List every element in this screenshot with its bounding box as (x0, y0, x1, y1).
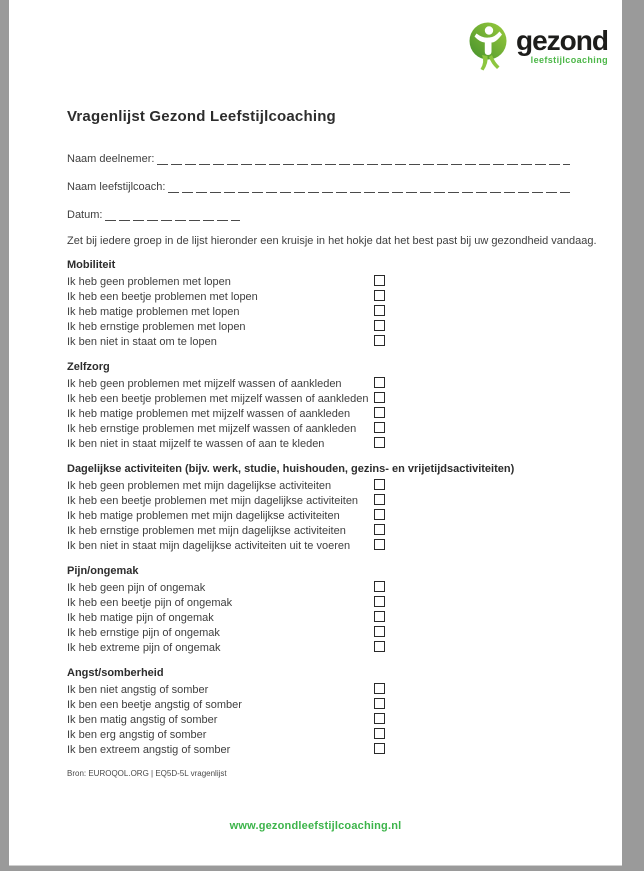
option-label: Ik heb matige problemen met mijzelf wassen of aankleden (67, 408, 351, 420)
logo-tagline-text: leefstijlcoaching (530, 55, 608, 65)
option-row (67, 696, 612, 711)
option-label: Ik ben niet angstig of somber (67, 684, 209, 696)
field-naam-deelnemer (67, 150, 570, 165)
checkbox[interactable] (374, 320, 385, 331)
field-label-naam-leefstijlcoach: Naam leefstijlcoach: (67, 181, 166, 193)
section-pijn-ongemak (67, 564, 612, 654)
checkbox[interactable] (374, 683, 385, 694)
option-label: Ik heb geen pijn of ongemak (67, 582, 206, 594)
option-label: Ik ben matig angstig of somber (67, 714, 218, 726)
option-label: Ik heb ernstige problemen met lopen (67, 321, 246, 333)
option-row (67, 420, 612, 435)
page-title: Vragenlijst Gezond Leefstijlcoaching (67, 108, 336, 125)
option-label: Ik heb matige pijn of ongemak (67, 612, 214, 624)
option-row (67, 624, 612, 639)
option-label: Ik heb ernstige problemen met mijn dagelijkse activiteiten (67, 525, 346, 537)
checkbox[interactable] (374, 377, 385, 388)
option-row (67, 741, 612, 756)
option-label: Ik heb geen problemen met lopen (67, 276, 231, 288)
document-page (9, 0, 622, 866)
option-label: Ik ben erg angstig of somber (67, 729, 207, 741)
checkbox[interactable] (374, 539, 385, 550)
field-label-datum: Datum: (67, 209, 103, 221)
checkbox[interactable] (374, 392, 385, 403)
section-dagelijkse-activiteiten (67, 462, 612, 552)
option-row (67, 492, 612, 507)
section-angst-somberheid (67, 666, 612, 756)
checkbox[interactable] (374, 275, 385, 286)
option-row (67, 405, 612, 420)
option-label: Ik heb ernstige problemen met mijzelf wassen of aankleden (67, 423, 357, 435)
checkbox[interactable] (374, 611, 385, 622)
field-label-naam-deelnemer: Naam deelnemer: (67, 153, 155, 165)
option-row (67, 726, 612, 741)
option-label: Ik heb matige problemen met mijn dagelijkse activiteiten (67, 510, 340, 522)
option-label: Ik heb een beetje problemen met lopen (67, 291, 258, 303)
option-label: Ik ben een beetje angstig of somber (67, 699, 242, 711)
section-header: Zelfzorg (67, 361, 110, 373)
option-row (67, 579, 612, 594)
option-label: Ik heb een beetje problemen met mijn dagelijkse activiteiten (67, 495, 359, 507)
option-label: Ik heb matige problemen met lopen (67, 306, 240, 318)
checkbox[interactable] (374, 596, 385, 607)
option-row (67, 333, 612, 348)
option-row (67, 318, 612, 333)
checkbox[interactable] (374, 305, 385, 316)
section-header: Dagelijkse activiteiten (bijv. werk, studie, huishouden, gezins- en vrijetijdsactiviteiten) (67, 463, 515, 475)
checkbox[interactable] (374, 626, 385, 637)
option-label: Ik heb een beetje pijn of ongemak (67, 597, 233, 609)
checkbox[interactable] (374, 422, 385, 433)
checkbox[interactable] (374, 641, 385, 652)
option-row (67, 507, 612, 522)
source-text: Bron: EUROQOL.ORG | EQ5D-5L vragenlijst (67, 769, 227, 778)
gezond-logo-icon (467, 22, 513, 77)
option-label: Ik ben niet in staat mijn dagelijkse activiteiten uit te voeren (67, 540, 351, 552)
option-row (67, 477, 612, 492)
name-fields (67, 150, 570, 221)
option-label: Ik ben niet in staat mijzelf te wassen of aan te kleden (67, 438, 325, 450)
option-row (67, 303, 612, 318)
checkbox[interactable] (374, 581, 385, 592)
option-row (67, 537, 612, 552)
checkbox[interactable] (374, 335, 385, 346)
checkbox[interactable] (374, 290, 385, 301)
option-label: Ik heb ernstige pijn of ongemak (67, 627, 220, 639)
checkbox[interactable] (374, 437, 385, 448)
option-label: Ik heb extreme pijn of ongemak (67, 642, 221, 654)
field-datum (67, 206, 570, 221)
option-row (67, 390, 612, 405)
section-zelfzorg (67, 360, 612, 450)
option-label: Ik ben extreem angstig of somber (67, 744, 231, 756)
option-row (67, 594, 612, 609)
field-line-naam-leefstijlcoach (168, 180, 570, 193)
option-row (67, 681, 612, 696)
website-link[interactable]: www.gezondleefstijlcoaching.nl (229, 820, 402, 832)
section-header: Pijn/ongemak (67, 565, 139, 577)
instruction-text: Zet bij iedere groep in de lijst hieronder een kruisje in het hokje dat het best past bij uw gezondheid vandaag. (67, 235, 597, 247)
option-label: Ik heb geen problemen met mijzelf wassen of aankleden (67, 378, 342, 390)
checkbox[interactable] (374, 509, 385, 520)
checkbox[interactable] (374, 407, 385, 418)
option-row (67, 273, 612, 288)
field-line-datum (105, 208, 240, 221)
option-row (67, 435, 612, 450)
option-row (67, 711, 612, 726)
option-row (67, 639, 612, 654)
option-row (67, 609, 612, 624)
section-mobiliteit (67, 258, 612, 348)
checkbox[interactable] (374, 494, 385, 505)
checkbox[interactable] (374, 698, 385, 709)
gezond-logo (467, 22, 608, 77)
field-line-naam-deelnemer (157, 152, 570, 165)
option-row (67, 375, 612, 390)
checkbox[interactable] (374, 713, 385, 724)
option-row (67, 522, 612, 537)
section-header: Angst/somberheid (67, 667, 164, 679)
option-label: Ik ben niet in staat om te lopen (67, 336, 217, 348)
logo-brand-text: gezond (516, 25, 608, 56)
checkbox[interactable] (374, 524, 385, 535)
checkbox[interactable] (374, 479, 385, 490)
checkbox[interactable] (374, 743, 385, 754)
field-naam-leefstijlcoach (67, 178, 570, 193)
option-label: Ik heb geen problemen met mijn dagelijkse activiteiten (67, 480, 332, 492)
checkbox[interactable] (374, 728, 385, 739)
option-row (67, 288, 612, 303)
option-label: Ik heb een beetje problemen met mijzelf wassen of aankleden (67, 393, 369, 405)
section-header: Mobiliteit (67, 259, 116, 271)
